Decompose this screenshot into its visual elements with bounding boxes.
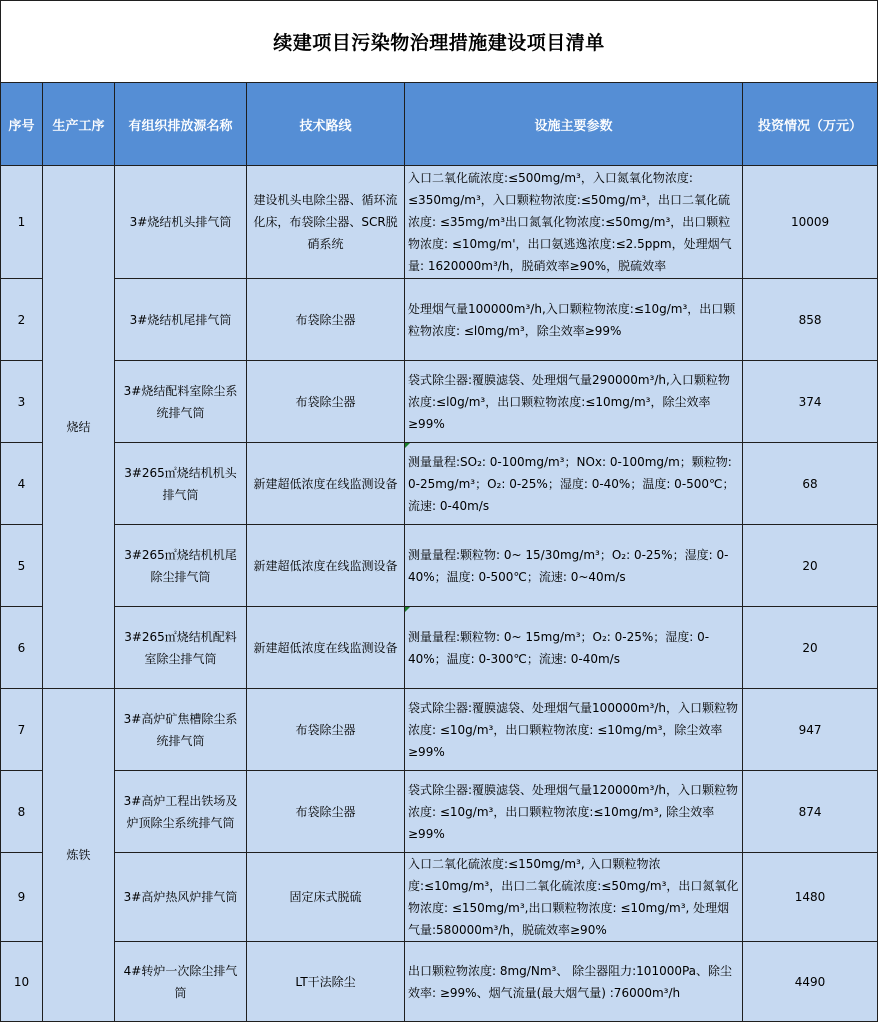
cell-params[interactable]: 袋式除尘器:覆膜滤袋、处理烟气量120000m³/h，入口颗粒物浓度: ≤10g/m³，出口颗粒物浓度:≤10mg/m³, 除尘效率≥99% xyxy=(405,771,743,853)
cell-params[interactable]: 出口颗粒物浓度: 8mg/Nm³、 除尘器阻力:101000Pa、除尘效率: ≥99%、烟气流量(最大烟气量) :76000m³/h xyxy=(405,942,743,1022)
cell-source[interactable]: 3#高炉工程出铁场及炉顶除尘系统排气筒 xyxy=(115,771,247,853)
cell-invest[interactable]: 20 xyxy=(743,607,878,689)
cell-params[interactable]: 入口二氧化硫浓度:≤500mg/m³，入口氮氧化物浓度: ≤350mg/m³，入口颗粒物浓度:≤50mg/m³，出口二氧化硫浓度: ≤35mg/m³出口氮氧化物浓度:≤50mg/m³，出口颗粒物浓度: ≤10mg/m'，出口氨逃逸浓度:≤2.5ppm，处理烟气量: 1620000m³/h，脱硝效率≥90%，脱硫效率 xyxy=(405,166,743,279)
header-process[interactable]: 生产工序 xyxy=(43,83,115,166)
cell-tech[interactable]: 建设机头电除尘器、循环流化床，布袋除尘器、SCR脱硝系统 xyxy=(247,166,405,279)
table-row xyxy=(1,853,878,942)
cell-source[interactable]: 3#265㎡烧结机机尾除尘排气筒 xyxy=(115,525,247,607)
cell-params[interactable]: 入口二氧化硫浓度:≤150mg/m³, 入口颗粒物浓度:≤10mg/m³，出口二氧化硫浓度:≤50mg/m³，出口氮氧化物浓度: ≤150mg/m³,出口颗粒物浓度: ≤10mg/m³, 处理烟气量:580000m³/h，脱硫效率≥90% xyxy=(405,853,743,942)
cell-no[interactable]: 5 xyxy=(1,525,43,607)
header-source[interactable]: 有组织排放源名称 xyxy=(115,83,247,166)
cell-tech[interactable]: 新建超低浓度在线监测设备 xyxy=(247,607,405,689)
cell-no[interactable]: 9 xyxy=(1,853,43,942)
cell-no[interactable]: 8 xyxy=(1,771,43,853)
table-row xyxy=(1,279,878,361)
cell-process-iron[interactable]: 炼铁 xyxy=(43,689,115,1022)
cell-params[interactable]: 袋式除尘器:覆膜滤袋、处理烟气量100000m³/h，入口颗粒物浓度: ≤10g/m³，出口颗粒物浓度: ≤10mg/m³，除尘效率≥99% xyxy=(405,689,743,771)
cell-params[interactable]: 处理烟气量100000m³/h,入口颗粒物浓度:≤10g/m³，出口颗粒物浓度: ≤l0mg/m³，除尘效率≥99% xyxy=(405,279,743,361)
cell-no[interactable]: 6 xyxy=(1,607,43,689)
header-row xyxy=(1,83,878,166)
cell-source[interactable]: 3#高炉热风炉排气筒 xyxy=(115,853,247,942)
cell-source[interactable]: 3#烧结机头排气筒 xyxy=(115,166,247,279)
cell-tech[interactable]: 布袋除尘器 xyxy=(247,689,405,771)
cell-source[interactable]: 4#转炉一次除尘排气筒 xyxy=(115,942,247,1022)
cell-params[interactable]: 袋式除尘器:覆膜滤袋、处理烟气量290000m³/h,入口颗粒物浓度:≤l0g/m³，出口颗粒物浓度:≤10mg/m³，除尘效率≥99% xyxy=(405,361,743,443)
table-row xyxy=(1,525,878,607)
cell-invest[interactable]: 874 xyxy=(743,771,878,853)
cell-invest[interactable]: 1480 xyxy=(743,853,878,942)
cell-no[interactable]: 4 xyxy=(1,443,43,525)
cell-no[interactable]: 3 xyxy=(1,361,43,443)
cell-params[interactable]: 测量量程:颗粒物: 0~ 15/30mg/m³；O₂: 0-25%；湿度: 0-40%；温度: 0-500℃；流速: 0~40m/s xyxy=(405,525,743,607)
cell-tech[interactable]: 布袋除尘器 xyxy=(247,279,405,361)
cell-invest[interactable]: 947 xyxy=(743,689,878,771)
cell-tech[interactable]: 新建超低浓度在线监测设备 xyxy=(247,443,405,525)
cell-no[interactable]: 7 xyxy=(1,689,43,771)
cell-source[interactable]: 3#265㎡烧结机配料室除尘排气筒 xyxy=(115,607,247,689)
header-no[interactable]: 序号 xyxy=(1,83,43,166)
cell-tech[interactable]: 固定床式脱硫 xyxy=(247,853,405,942)
cell-tech[interactable]: LT干法除尘 xyxy=(247,942,405,1022)
cell-no[interactable]: 10 xyxy=(1,942,43,1022)
cell-invest[interactable]: 10009 xyxy=(743,166,878,279)
cell-tech[interactable]: 布袋除尘器 xyxy=(247,771,405,853)
table-row xyxy=(1,771,878,853)
cell-source[interactable]: 3#烧结机尾排气筒 xyxy=(115,279,247,361)
table-row xyxy=(1,689,878,771)
table-row xyxy=(1,361,878,443)
cell-params[interactable]: 测量量程:SO₂: 0-100mg/m³；NOx: 0-100mg/m；颗粒物: 0-25mg/m³；O₂: 0-25%；湿度: 0-40%；温度: 0-500℃；流速: 0-40m/s xyxy=(405,443,743,525)
table-title[interactable]: 续建项目污染物治理措施建设项目清单 xyxy=(1,1,878,83)
cell-process-sinter[interactable]: 烧结 xyxy=(43,166,115,689)
table-row xyxy=(1,443,878,525)
header-params[interactable]: 设施主要参数 xyxy=(405,83,743,166)
header-invest[interactable]: 投资情况（万元） xyxy=(743,83,878,166)
cell-source[interactable]: 3#烧结配料室除尘系统排气筒 xyxy=(115,361,247,443)
table-row xyxy=(1,607,878,689)
cell-invest[interactable]: 858 xyxy=(743,279,878,361)
cell-no[interactable]: 1 xyxy=(1,166,43,279)
cell-invest[interactable]: 374 xyxy=(743,361,878,443)
cell-source[interactable]: 3#265㎡烧结机机头排气筒 xyxy=(115,443,247,525)
cell-no[interactable]: 2 xyxy=(1,279,43,361)
cell-params[interactable]: 测量量程:颗粒物: 0~ 15mg/m³；O₂: 0-25%；湿度: 0-40%；温度: 0-300℃；流速: 0-40m/s xyxy=(405,607,743,689)
cell-source[interactable]: 3#高炉矿焦槽除尘系统排气筒 xyxy=(115,689,247,771)
cell-invest[interactable]: 20 xyxy=(743,525,878,607)
table-row xyxy=(1,166,878,279)
table-row xyxy=(1,942,878,1022)
cell-invest[interactable]: 4490 xyxy=(743,942,878,1022)
header-tech[interactable]: 技术路线 xyxy=(247,83,405,166)
cell-invest[interactable]: 68 xyxy=(743,443,878,525)
cell-tech[interactable]: 新建超低浓度在线监测设备 xyxy=(247,525,405,607)
cell-tech[interactable]: 布袋除尘器 xyxy=(247,361,405,443)
